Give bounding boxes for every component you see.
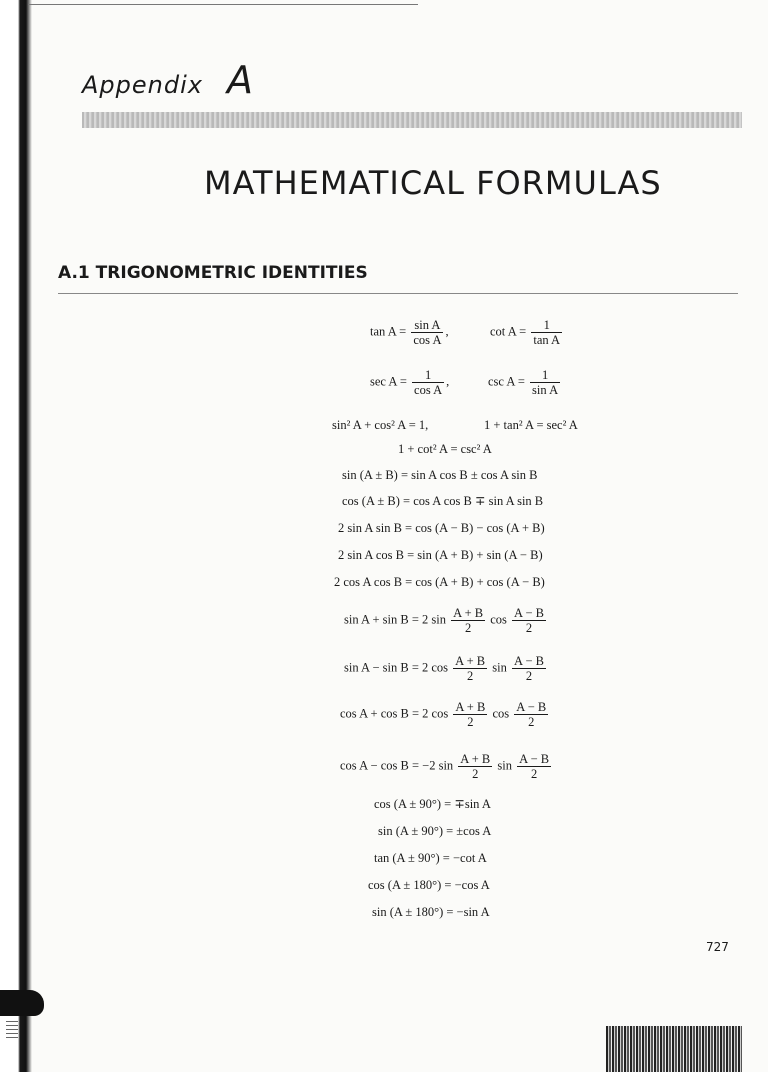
formula-cos-sum: cos (A ± B) = cos A cos B ∓ sin A sin B: [342, 494, 544, 508]
formula-lhs: sin A − sin B = 2 cos: [344, 660, 449, 675]
formula-pythag-1: sin² A + cos² A = 1,: [332, 418, 429, 432]
formula-lhs: cot A =: [490, 324, 527, 339]
section-heading: A.1 TRIGONOMETRIC IDENTITIES: [58, 263, 368, 283]
formula-lhs: csc A =: [488, 374, 525, 389]
fraction: [451, 606, 485, 635]
numerator: A + B: [460, 752, 491, 766]
numerator: A − B: [514, 606, 544, 620]
formula-sum-to-product-2: [344, 654, 548, 683]
fraction: [514, 700, 548, 729]
formula-cos-shift-180: cos (A ± 180°) = −cos A: [368, 878, 490, 892]
page-number: 727: [706, 940, 729, 954]
denominator: 2: [525, 621, 533, 635]
denominator: 2: [530, 767, 538, 781]
fraction: [458, 752, 492, 781]
numerator: A − B: [519, 752, 550, 766]
formula-tan-shift-90: tan (A ± 90°) = −cot A: [374, 851, 487, 865]
appendix-letter: A: [226, 58, 254, 102]
denominator: 2: [464, 621, 472, 635]
formula-cot: [490, 318, 564, 347]
formula-pythag-3: 1 + cot² A = csc² A: [398, 442, 492, 456]
fraction: [530, 368, 560, 397]
denominator: 2: [472, 767, 479, 781]
section-rule: [58, 293, 738, 294]
formula-punct: ,: [446, 374, 450, 389]
formula-product-1: 2 sin A sin B = cos (A − B) − cos (A + B): [338, 521, 545, 535]
formula-sin-shift-90: sin (A ± 90°) = ±cos A: [378, 824, 492, 838]
formula-tan: [370, 318, 449, 347]
numerator: A + B: [455, 700, 486, 714]
formula-lhs: sin A + sin B = 2 sin: [344, 612, 446, 627]
formula-product-3: 2 cos A cos B = cos (A + B) + cos (A − B): [334, 575, 545, 589]
book-spine-shadow: [0, 0, 32, 1072]
top-edge-line: [28, 4, 418, 5]
scan-specks: [6, 1018, 18, 1038]
numerator: 1: [531, 318, 562, 333]
denominator: sin A: [532, 383, 559, 397]
formula-lhs: cos A + cos B = 2 cos: [340, 706, 449, 721]
fraction: [453, 700, 487, 729]
scan-barcode-strip: [606, 1026, 742, 1072]
fraction: [412, 368, 444, 397]
denominator: 2: [467, 715, 474, 729]
formula-lhs: cos A − cos B = −2 sin: [340, 758, 454, 773]
formula-mid: cos: [492, 706, 510, 721]
numerator: 1: [412, 368, 444, 383]
denominator: 2: [528, 715, 535, 729]
numerator: A − B: [516, 700, 547, 714]
fraction: [517, 752, 551, 781]
formula-lhs: tan A =: [370, 324, 407, 339]
denominator: 2: [525, 669, 533, 683]
numerator: sin A: [411, 318, 443, 333]
formula-mid: sin: [492, 660, 507, 675]
chapter-title: MATHEMATICAL FORMULAS: [204, 164, 662, 202]
formula-mid: sin: [497, 758, 512, 773]
formula-sec: [370, 368, 449, 397]
fraction: [512, 654, 546, 683]
formula-sin-sum: sin (A ± B) = sin A cos B ± cos A sin B: [342, 468, 538, 482]
formula-sum-to-product-1: [344, 606, 548, 635]
numerator: 1: [530, 368, 560, 383]
numerator: A + B: [453, 606, 484, 620]
fraction: [453, 654, 487, 683]
denominator: 2: [467, 669, 474, 683]
appendix-heading: [82, 58, 254, 102]
formula-punct: ,: [445, 324, 449, 339]
formula-mid: cos: [490, 612, 507, 627]
appendix-word: Appendix: [82, 71, 203, 99]
denominator: cos A: [413, 333, 442, 347]
halftone-band: [82, 112, 742, 128]
fraction: [512, 606, 546, 635]
formula-sum-to-product-3: [340, 700, 550, 729]
formula-pythag-2: 1 + tan² A = sec² A: [484, 418, 578, 432]
binding-clip: [0, 990, 44, 1016]
numerator: A + B: [455, 654, 486, 668]
denominator: tan A: [533, 333, 561, 347]
formula-csc: [488, 368, 562, 397]
formula-sum-to-product-4: [340, 752, 553, 781]
numerator: A − B: [514, 654, 544, 668]
fraction: [411, 318, 443, 347]
formula-product-2: 2 sin A cos B = sin (A + B) + sin (A − B): [338, 548, 543, 562]
denominator: cos A: [414, 383, 443, 397]
fraction: [531, 318, 562, 347]
formula-cos-shift-90: cos (A ± 90°) = ∓sin A: [374, 797, 491, 811]
formula-lhs: sec A =: [370, 374, 407, 389]
formula-sin-shift-180: sin (A ± 180°) = −sin A: [372, 905, 490, 919]
